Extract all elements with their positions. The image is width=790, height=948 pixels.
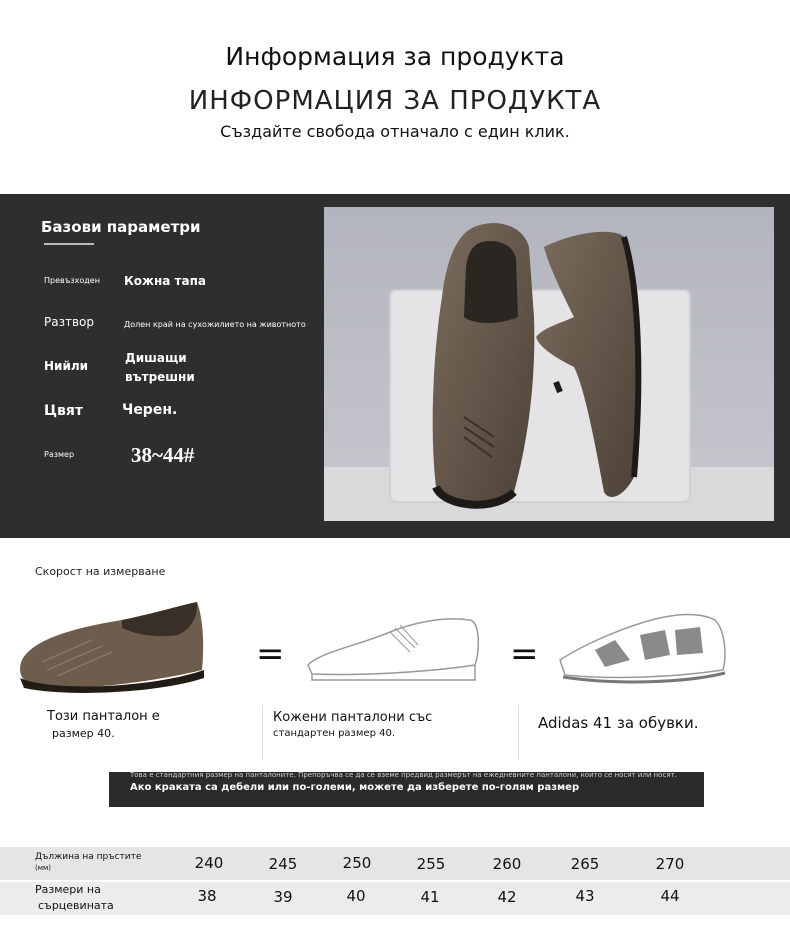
length-cell: 260: [492, 855, 522, 873]
param-label-color: Цвят: [44, 403, 83, 419]
compare-item-2-line2: стандартен размер 40.: [273, 728, 395, 739]
size-note-line1: Това е стандартния размер на панталоните. Препоръчва се да се вземе предвид размерът на ежедневните панталони, които се носят или носят.: [130, 771, 677, 779]
page-tagline: Създайте свобода отначало с един клик.: [220, 122, 570, 141]
length-cell: 250: [342, 854, 372, 872]
row-label-length-1: Дължина на пръстите: [35, 852, 142, 862]
length-cell: 245: [268, 855, 298, 873]
divider-2: [518, 705, 519, 760]
size-cell: 41: [420, 888, 440, 906]
size-cell: 43: [575, 887, 595, 905]
param-label-size: Размер: [44, 450, 75, 459]
param-label-solution: Разтвор: [44, 315, 94, 329]
sneaker-outline-icon: [555, 605, 730, 690]
compare-item-1-line1: Този панталон е: [47, 709, 160, 724]
length-cell: 240: [194, 854, 224, 872]
size-note-line2: Ако краката са дебели или по-големи, можете да изберете по-голям размер: [130, 782, 580, 793]
length-cell: 270: [655, 855, 685, 873]
dress-shoe-outline-icon: [300, 610, 485, 685]
param-value-color: Черен.: [122, 402, 178, 418]
size-cell: 39: [273, 888, 293, 906]
size-cell: 38: [197, 887, 217, 905]
size-cell: 44: [660, 887, 680, 905]
page-subtitle: ИНФОРМАЦИЯ ЗА ПРОДУКТА: [188, 86, 602, 116]
size-cell: 40: [346, 887, 366, 905]
params-title-underline: [44, 243, 94, 245]
equals-sign-1: =: [256, 634, 285, 674]
compare-item-3-line1: Adidas 41 за обувки.: [538, 714, 699, 732]
param-value-superior: Кожна тапа: [124, 274, 207, 288]
param-value-lining-2: вътрешни: [125, 370, 195, 384]
equals-sign-2: =: [510, 634, 539, 674]
param-value-size: 38~44#: [131, 443, 195, 467]
row-label-size-2: сърцевината: [38, 899, 114, 912]
length-cell: 265: [570, 855, 600, 873]
measurement-heading: Скорост на измерване: [35, 565, 166, 578]
row-label-size-1: Размери на: [35, 883, 101, 896]
loafer-shoes-photo: [324, 207, 774, 521]
param-label-lining: Нийли: [44, 359, 89, 373]
row-label-length-2: (мм): [35, 864, 52, 872]
length-cell: 255: [416, 855, 446, 873]
params-title: Базови параметри: [41, 218, 201, 236]
param-value-solution: Долен край на сухожилието на животното: [124, 320, 306, 329]
size-cell: 42: [497, 888, 517, 906]
page-title: Информация за продукта: [225, 42, 565, 71]
param-label-superior: Превъзходен: [44, 276, 100, 285]
brown-loafer-icon: [12, 600, 207, 695]
compare-item-2-line1: Кожени панталони със: [273, 710, 433, 725]
compare-item-1-line2: размер 40.: [52, 727, 115, 740]
param-value-lining-1: Дишащи: [125, 351, 187, 365]
divider-1: [262, 705, 263, 760]
